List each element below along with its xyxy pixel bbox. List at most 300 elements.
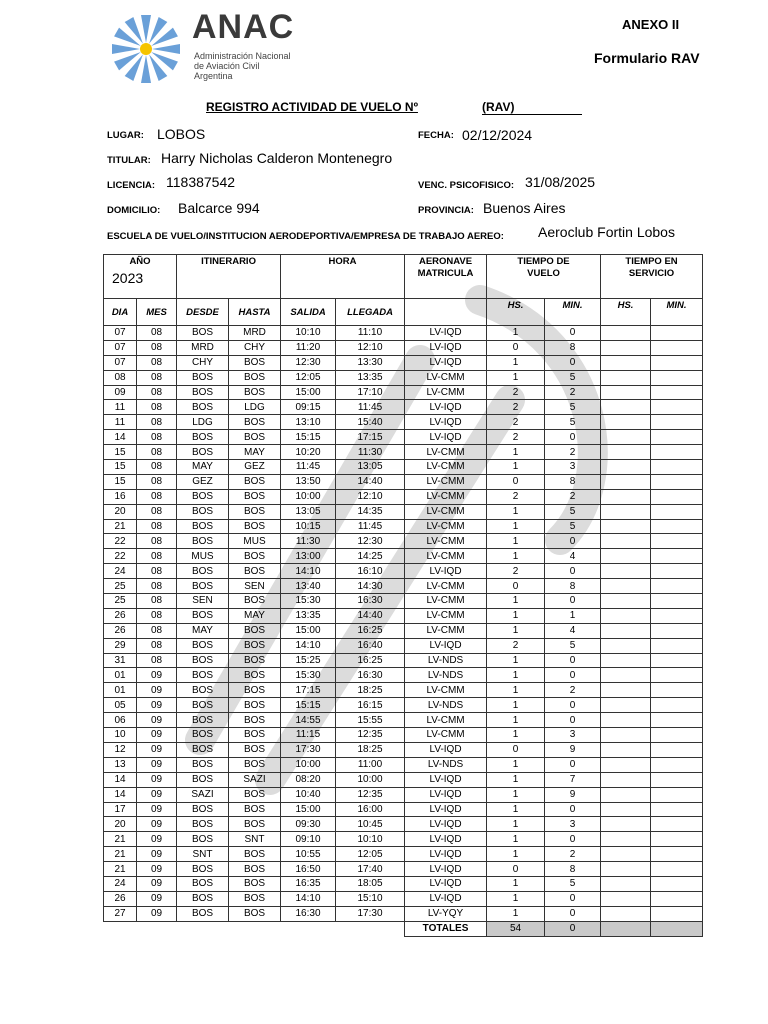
llegada-cell: 17:30 <box>336 906 405 921</box>
dia-cell: 26 <box>104 608 137 623</box>
hasta-cell: BOS <box>229 489 281 504</box>
min-cell: 0 <box>545 802 601 817</box>
tiempo-vuelo-text: TIEMPO DE VUELO <box>517 256 570 279</box>
min-cell: 5 <box>545 370 601 385</box>
table-row <box>104 757 703 772</box>
hasta-cell: BOS <box>229 474 281 489</box>
salida-cell: 10:00 <box>281 489 336 504</box>
matricula-cell: LV-IQD <box>405 638 487 653</box>
servicio-cell <box>651 579 703 594</box>
salida-cell: 13:50 <box>281 474 336 489</box>
matricula-cell: LV-CMM <box>405 445 487 460</box>
llegada-cell: 15:40 <box>336 415 405 430</box>
hs-cell: 1 <box>487 787 545 802</box>
hora-header: HORA <box>281 255 405 299</box>
hasta-cell: SNT <box>229 832 281 847</box>
tiempo-servicio-header <box>601 255 703 299</box>
llegada-cell: 18:25 <box>336 683 405 698</box>
min-servicio-header: MIN. <box>651 299 703 326</box>
hs-cell: 2 <box>487 564 545 579</box>
mes-cell: 08 <box>137 653 177 668</box>
servicio-cell <box>601 519 651 534</box>
desde-cell: SAZI <box>177 787 229 802</box>
mes-cell: 09 <box>137 728 177 743</box>
llegada-cell: 12:35 <box>336 787 405 802</box>
desde-cell: BOS <box>177 326 229 341</box>
llegada-cell: 12:10 <box>336 340 405 355</box>
desde-cell: MRD <box>177 340 229 355</box>
mes-cell: 09 <box>137 787 177 802</box>
hasta-cell: BOS <box>229 757 281 772</box>
salida-cell: 15:30 <box>281 668 336 683</box>
hasta-cell: BOS <box>229 519 281 534</box>
dia-cell: 16 <box>104 489 137 504</box>
hs-cell: 1 <box>487 460 545 475</box>
hs-cell: 1 <box>487 891 545 906</box>
min-header: MIN. <box>545 299 601 326</box>
matricula-cell: LV-NDS <box>405 698 487 713</box>
table-row <box>104 832 703 847</box>
desde-cell: BOS <box>177 802 229 817</box>
servicio-cell <box>651 340 703 355</box>
llegada-cell: 18:05 <box>336 876 405 891</box>
salida-cell: 08:20 <box>281 772 336 787</box>
hs-cell: 2 <box>487 489 545 504</box>
servicio-cell <box>601 430 651 445</box>
desde-cell: BOS <box>177 742 229 757</box>
table-row <box>104 400 703 415</box>
llegada-cell: 12:10 <box>336 489 405 504</box>
venc-value: 31/08/2025 <box>525 174 596 190</box>
desde-cell: BOS <box>177 489 229 504</box>
hasta-cell: BOS <box>229 385 281 400</box>
llegada-cell: 17:15 <box>336 430 405 445</box>
desde-cell: BOS <box>177 445 229 460</box>
table-row <box>104 847 703 862</box>
min-cell: 0 <box>545 430 601 445</box>
table-row <box>104 549 703 564</box>
mes-cell: 08 <box>137 474 177 489</box>
servicio-cell <box>601 460 651 475</box>
hs-cell: 0 <box>487 340 545 355</box>
matricula-cell: LV-CMM <box>405 713 487 728</box>
mes-cell: 08 <box>137 549 177 564</box>
matricula-cell: LV-IQD <box>405 817 487 832</box>
dia-cell: 25 <box>104 579 137 594</box>
hasta-cell: GEZ <box>229 460 281 475</box>
llegada-cell: 17:40 <box>336 862 405 877</box>
dia-cell: 17 <box>104 802 137 817</box>
table-row <box>104 594 703 609</box>
hasta-header: HASTA <box>229 299 281 326</box>
llegada-cell: 18:25 <box>336 742 405 757</box>
matricula-cell: LV-CMM <box>405 460 487 475</box>
salida-cell: 13:05 <box>281 504 336 519</box>
hasta-cell: SEN <box>229 579 281 594</box>
matricula-cell: LV-CMM <box>405 549 487 564</box>
servicio-cell <box>651 638 703 653</box>
min-cell: 0 <box>545 668 601 683</box>
servicio-cell <box>651 370 703 385</box>
hasta-cell: BOS <box>229 638 281 653</box>
hasta-cell: BOS <box>229 787 281 802</box>
desde-cell: BOS <box>177 728 229 743</box>
dia-cell: 22 <box>104 534 137 549</box>
servicio-cell <box>601 549 651 564</box>
hasta-cell: BOS <box>229 906 281 921</box>
salida-cell: 13:00 <box>281 549 336 564</box>
table-row <box>104 415 703 430</box>
llegada-cell: 14:25 <box>336 549 405 564</box>
mes-cell: 08 <box>137 623 177 638</box>
dia-cell: 21 <box>104 832 137 847</box>
servicio-cell <box>651 489 703 504</box>
form-title: REGISTRO ACTIVIDAD DE VUELO Nº <box>206 100 418 114</box>
matricula-cell: LV-CMM <box>405 594 487 609</box>
min-cell: 8 <box>545 474 601 489</box>
table-row <box>104 504 703 519</box>
llegada-cell: 13:05 <box>336 460 405 475</box>
table-row <box>104 326 703 341</box>
servicio-cell <box>601 489 651 504</box>
dia-cell: 01 <box>104 683 137 698</box>
hasta-cell: BOS <box>229 668 281 683</box>
table-row <box>104 460 703 475</box>
mes-header: MES <box>137 299 177 326</box>
servicio-cell <box>601 608 651 623</box>
matricula-cell: LV-CMM <box>405 579 487 594</box>
servicio-cell <box>601 757 651 772</box>
ano-header-cell <box>104 255 177 299</box>
hasta-cell: MUS <box>229 534 281 549</box>
hs-cell: 1 <box>487 772 545 787</box>
min-cell: 4 <box>545 549 601 564</box>
salida-cell: 09:15 <box>281 400 336 415</box>
table-row <box>104 876 703 891</box>
salida-cell: 13:40 <box>281 579 336 594</box>
salida-cell: 15:00 <box>281 802 336 817</box>
min-cell: 5 <box>545 415 601 430</box>
total-min-servicio <box>651 921 703 936</box>
salida-header: SALIDA <box>281 299 336 326</box>
escuela-value: Aeroclub Fortin Lobos <box>538 224 675 240</box>
hs-cell: 1 <box>487 445 545 460</box>
hs-cell: 2 <box>487 385 545 400</box>
matricula-cell: LV-CMM <box>405 385 487 400</box>
mes-cell: 09 <box>137 891 177 906</box>
servicio-cell <box>601 772 651 787</box>
totales-label: TOTALES <box>405 921 487 936</box>
servicio-cell <box>651 772 703 787</box>
llegada-cell: 16:25 <box>336 623 405 638</box>
matricula-cell: LV-CMM <box>405 608 487 623</box>
dia-cell: 07 <box>104 326 137 341</box>
desde-cell: BOS <box>177 683 229 698</box>
mes-cell: 08 <box>137 608 177 623</box>
salida-cell: 10:40 <box>281 787 336 802</box>
desde-cell: BOS <box>177 534 229 549</box>
llegada-header: LLEGADA <box>336 299 405 326</box>
servicio-cell <box>601 370 651 385</box>
dia-cell: 24 <box>104 564 137 579</box>
llegada-cell: 13:30 <box>336 355 405 370</box>
hasta-cell: MAY <box>229 445 281 460</box>
min-cell: 0 <box>545 698 601 713</box>
hasta-cell: BOS <box>229 728 281 743</box>
llegada-cell: 11:10 <box>336 326 405 341</box>
aeronave-header <box>405 255 487 299</box>
table-row <box>104 787 703 802</box>
table-row <box>104 564 703 579</box>
min-cell: 5 <box>545 400 601 415</box>
llegada-cell: 14:40 <box>336 474 405 489</box>
desde-cell: BOS <box>177 370 229 385</box>
servicio-cell <box>651 623 703 638</box>
logo-sub-line-3: Argentina <box>194 71 233 81</box>
hasta-cell: BOS <box>229 698 281 713</box>
salida-cell: 15:30 <box>281 594 336 609</box>
dia-cell: 26 <box>104 891 137 906</box>
servicio-cell <box>651 787 703 802</box>
servicio-cell <box>601 862 651 877</box>
llegada-cell: 11:45 <box>336 519 405 534</box>
hasta-cell: BOS <box>229 415 281 430</box>
table-row <box>104 698 703 713</box>
desde-cell: BOS <box>177 579 229 594</box>
hasta-cell: BOS <box>229 430 281 445</box>
servicio-cell <box>601 653 651 668</box>
aeronave-header-text: AERONAVE MATRICULA <box>417 256 474 279</box>
table-row <box>104 608 703 623</box>
desde-cell: BOS <box>177 713 229 728</box>
hs-cell: 0 <box>487 579 545 594</box>
min-cell: 2 <box>545 385 601 400</box>
matricula-cell: LV-IQD <box>405 400 487 415</box>
hs-cell: 1 <box>487 668 545 683</box>
servicio-cell <box>601 802 651 817</box>
table-row <box>104 340 703 355</box>
hasta-cell: CHY <box>229 340 281 355</box>
llegada-cell: 17:10 <box>336 385 405 400</box>
servicio-cell <box>651 549 703 564</box>
licencia-label: LICENCIA: <box>107 180 156 191</box>
hasta-cell: BOS <box>229 355 281 370</box>
servicio-cell <box>651 713 703 728</box>
min-cell: 0 <box>545 564 601 579</box>
titular-label: TITULAR: <box>107 155 151 166</box>
min-cell: 8 <box>545 340 601 355</box>
servicio-cell <box>601 713 651 728</box>
desde-cell: BOS <box>177 876 229 891</box>
hs-cell: 1 <box>487 608 545 623</box>
total-hs: 54 <box>487 921 545 936</box>
fecha-value: 02/12/2024 <box>462 127 533 143</box>
rav-text: (RAV) <box>482 100 515 114</box>
mes-cell: 09 <box>137 757 177 772</box>
lugar-value: LOBOS <box>157 126 206 142</box>
desde-cell: BOS <box>177 653 229 668</box>
llegada-cell: 12:35 <box>336 728 405 743</box>
matricula-cell: LV-CMM <box>405 534 487 549</box>
min-cell: 0 <box>545 832 601 847</box>
matricula-cell: LV-IQD <box>405 772 487 787</box>
hs-cell: 1 <box>487 698 545 713</box>
servicio-cell <box>651 385 703 400</box>
mes-cell: 09 <box>137 802 177 817</box>
provincia-label: PROVINCIA: <box>418 205 474 216</box>
mes-cell: 08 <box>137 385 177 400</box>
hs-cell: 0 <box>487 862 545 877</box>
matricula-cell: LV-CMM <box>405 504 487 519</box>
mes-cell: 08 <box>137 489 177 504</box>
min-cell: 8 <box>545 579 601 594</box>
hasta-cell: BOS <box>229 847 281 862</box>
dia-cell: 11 <box>104 400 137 415</box>
hasta-cell: BOS <box>229 862 281 877</box>
mes-cell: 09 <box>137 906 177 921</box>
rav-label <box>482 100 582 115</box>
min-cell: 5 <box>545 638 601 653</box>
desde-cell: BOS <box>177 862 229 877</box>
llegada-cell: 16:10 <box>336 564 405 579</box>
min-cell: 3 <box>545 728 601 743</box>
hs-header: HS. <box>487 299 545 326</box>
servicio-cell <box>601 876 651 891</box>
desde-cell: BOS <box>177 906 229 921</box>
mes-cell: 09 <box>137 668 177 683</box>
min-cell: 0 <box>545 653 601 668</box>
servicio-cell <box>651 817 703 832</box>
table-row <box>104 653 703 668</box>
matricula-cell: LV-IQD <box>405 340 487 355</box>
servicio-cell <box>651 728 703 743</box>
servicio-cell <box>601 579 651 594</box>
servicio-cell <box>651 653 703 668</box>
servicio-cell <box>651 415 703 430</box>
servicio-cell <box>651 594 703 609</box>
dia-cell: 09 <box>104 385 137 400</box>
desde-cell: BOS <box>177 832 229 847</box>
servicio-cell <box>651 474 703 489</box>
matricula-cell: LV-IQD <box>405 355 487 370</box>
servicio-cell <box>651 757 703 772</box>
servicio-cell <box>651 445 703 460</box>
hasta-cell: BOS <box>229 802 281 817</box>
desde-cell: BOS <box>177 519 229 534</box>
dia-cell: 08 <box>104 370 137 385</box>
dia-cell: 25 <box>104 594 137 609</box>
servicio-cell <box>651 400 703 415</box>
ano-header: AÑO <box>129 256 151 267</box>
llegada-cell: 10:10 <box>336 832 405 847</box>
hasta-cell: BOS <box>229 370 281 385</box>
servicio-cell <box>601 534 651 549</box>
desde-cell: BOS <box>177 698 229 713</box>
llegada-cell: 11:00 <box>336 757 405 772</box>
min-cell: 3 <box>545 460 601 475</box>
mes-cell: 08 <box>137 460 177 475</box>
servicio-cell <box>601 326 651 341</box>
anexo-label: ANEXO II <box>622 17 680 32</box>
min-cell: 0 <box>545 355 601 370</box>
desde-cell: MAY <box>177 460 229 475</box>
servicio-cell <box>601 623 651 638</box>
servicio-cell <box>651 460 703 475</box>
table-row <box>104 489 703 504</box>
dia-cell: 31 <box>104 653 137 668</box>
min-cell: 2 <box>545 445 601 460</box>
salida-cell: 15:00 <box>281 623 336 638</box>
salida-cell: 13:10 <box>281 415 336 430</box>
desde-cell: BOS <box>177 608 229 623</box>
hasta-cell: BOS <box>229 713 281 728</box>
min-cell: 0 <box>545 757 601 772</box>
llegada-cell: 14:30 <box>336 579 405 594</box>
dia-cell: 20 <box>104 504 137 519</box>
dia-cell: 21 <box>104 519 137 534</box>
min-cell: 5 <box>545 876 601 891</box>
matricula-cell: LV-CMM <box>405 683 487 698</box>
matricula-cell: LV-IQD <box>405 742 487 757</box>
mes-cell: 08 <box>137 445 177 460</box>
dia-cell: 10 <box>104 728 137 743</box>
salida-cell: 16:30 <box>281 906 336 921</box>
hs-cell: 1 <box>487 713 545 728</box>
llegada-cell: 10:45 <box>336 817 405 832</box>
hs-cell: 1 <box>487 623 545 638</box>
desde-cell: BOS <box>177 757 229 772</box>
llegada-cell: 16:30 <box>336 594 405 609</box>
hs-servicio-header: HS. <box>601 299 651 326</box>
min-cell: 0 <box>545 594 601 609</box>
salida-cell: 17:30 <box>281 742 336 757</box>
logo-subtitle <box>194 51 291 81</box>
servicio-cell <box>601 787 651 802</box>
dia-header: DIA <box>104 299 137 326</box>
table-row <box>104 579 703 594</box>
table-row <box>104 623 703 638</box>
min-cell: 9 <box>545 787 601 802</box>
hs-cell: 2 <box>487 430 545 445</box>
table-row <box>104 817 703 832</box>
desde-cell: BOS <box>177 430 229 445</box>
header-row-2 <box>104 299 703 326</box>
hs-cell: 1 <box>487 594 545 609</box>
matricula-cell: LV-IQD <box>405 832 487 847</box>
desde-cell: CHY <box>177 355 229 370</box>
matricula-cell: LV-IQD <box>405 891 487 906</box>
salida-cell: 14:10 <box>281 564 336 579</box>
mes-cell: 08 <box>137 415 177 430</box>
salida-cell: 10:00 <box>281 757 336 772</box>
dia-cell: 15 <box>104 460 137 475</box>
table-row <box>104 772 703 787</box>
min-cell: 0 <box>545 906 601 921</box>
servicio-cell <box>651 355 703 370</box>
desde-cell: GEZ <box>177 474 229 489</box>
matricula-cell: LV-IQD <box>405 564 487 579</box>
min-cell: 9 <box>545 742 601 757</box>
table-row <box>104 534 703 549</box>
llegada-cell: 12:30 <box>336 534 405 549</box>
mes-cell: 08 <box>137 564 177 579</box>
salida-cell: 16:35 <box>281 876 336 891</box>
titular-value: Harry Nicholas Calderon Montenegro <box>161 150 393 166</box>
llegada-cell: 10:00 <box>336 772 405 787</box>
desde-cell: MAY <box>177 623 229 638</box>
dia-cell: 12 <box>104 742 137 757</box>
table-row <box>104 668 703 683</box>
